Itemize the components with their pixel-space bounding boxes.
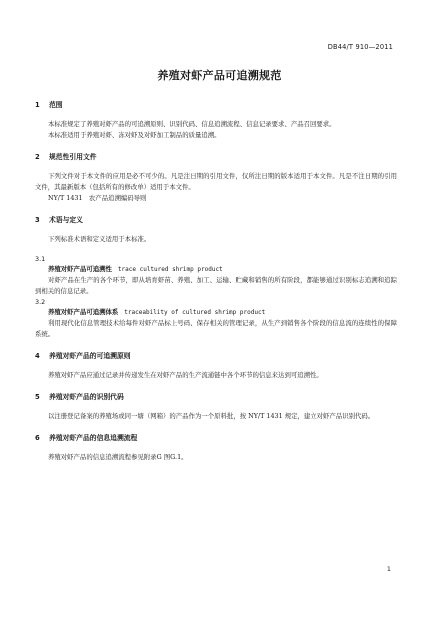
term-definition: 对虾产品在生产的各个环节，即从培育虾苗、养殖、加工、运输、贮藏和销售的所有阶段，都能够通过识别标志追溯和追踪到相关的信息记录。 (35, 276, 397, 295)
paragraph: 本标准适用于养殖对虾、冻对虾及对虾加工制品的质量追溯。 (48, 131, 221, 139)
paragraph: 本标准规定了养殖对虾产品的可追溯原则、识别代码、信息追溯流程、信息记录要求、产品召回要求。 (48, 120, 336, 128)
term-title (35, 264, 397, 275)
term-en: traceability of cultured shrimp product (124, 309, 266, 316)
section-heading (35, 433, 397, 443)
paragraph: 养殖对虾产品的信息追溯流程参见附录G 图G.1。 (48, 453, 188, 461)
reference-item: NY/T 1431 农产品追溯编码导则 (48, 194, 147, 202)
paragraph: 以注册登记备案的养殖场或同一塘（网箱）的产品作为一个原料批，按 NY/T 1431 规定，建立对虾产品识别代码。 (48, 412, 375, 420)
section-heading (35, 392, 397, 402)
page-number: 1 (386, 565, 391, 573)
term-zh: 养殖对虾产品可追溯性 (48, 265, 112, 273)
section-number: 1 (35, 101, 40, 109)
paragraph: 下列标准术语和定义适用于本标准。 (48, 235, 151, 243)
document-body (35, 100, 397, 463)
section-title: 养殖对虾产品的信息追溯流程 (49, 434, 138, 442)
term-definition: 利用现代化信息管理技术给每件对虾产品标上号码、保存相关的管理记录，从生产到销售各个阶段的信息流的连续性的保障系统。 (35, 319, 397, 338)
term-number: 3.1 (35, 255, 46, 263)
section-normative-references (35, 152, 397, 204)
section-heading (35, 351, 397, 361)
section-title: 术语与定义 (49, 216, 83, 224)
section-number: 5 (35, 393, 40, 401)
term-number: 3.2 (35, 298, 46, 306)
section-title: 范围 (49, 101, 63, 109)
standard-code: DB44/T 910—2011 (327, 43, 393, 51)
section-heading (35, 100, 397, 110)
section-number: 4 (35, 352, 40, 360)
section-title: 养殖对虾产品的识别代码 (49, 393, 124, 401)
section-traceability-principle (35, 351, 397, 381)
section-number: 2 (35, 153, 40, 161)
section-number: 6 (35, 434, 40, 442)
section-identification-code (35, 392, 397, 422)
section-title: 规范性引用文件 (49, 153, 97, 161)
paragraph: 养殖对虾产品应通过记录并传递发生在对虾产品的生产流通链中各个环节的信息来达到可追溯性。 (48, 371, 323, 379)
paragraph: 下列文件对于本文件的应用是必不可少的。凡是注日期的引用文件，仅所注日期的版本适用于本文件。凡是不注日期的引用文件，其最新版本（包括所有的修改单）适用于本文件。 (35, 172, 397, 191)
section-trace-process (35, 433, 397, 463)
term-en: trace cultured shrimp product (117, 266, 223, 273)
section-heading (35, 152, 397, 162)
term-zh: 养殖对虾产品可追溯体系 (48, 308, 119, 316)
section-heading (35, 215, 397, 225)
section-number: 3 (35, 216, 40, 224)
section-title: 养殖对虾产品的可追溯原则 (49, 352, 131, 360)
section-scope (35, 100, 397, 141)
document-title: 养殖对虾产品可追溯规范 (157, 69, 282, 82)
section-terms (35, 215, 397, 340)
term-title (35, 307, 397, 318)
